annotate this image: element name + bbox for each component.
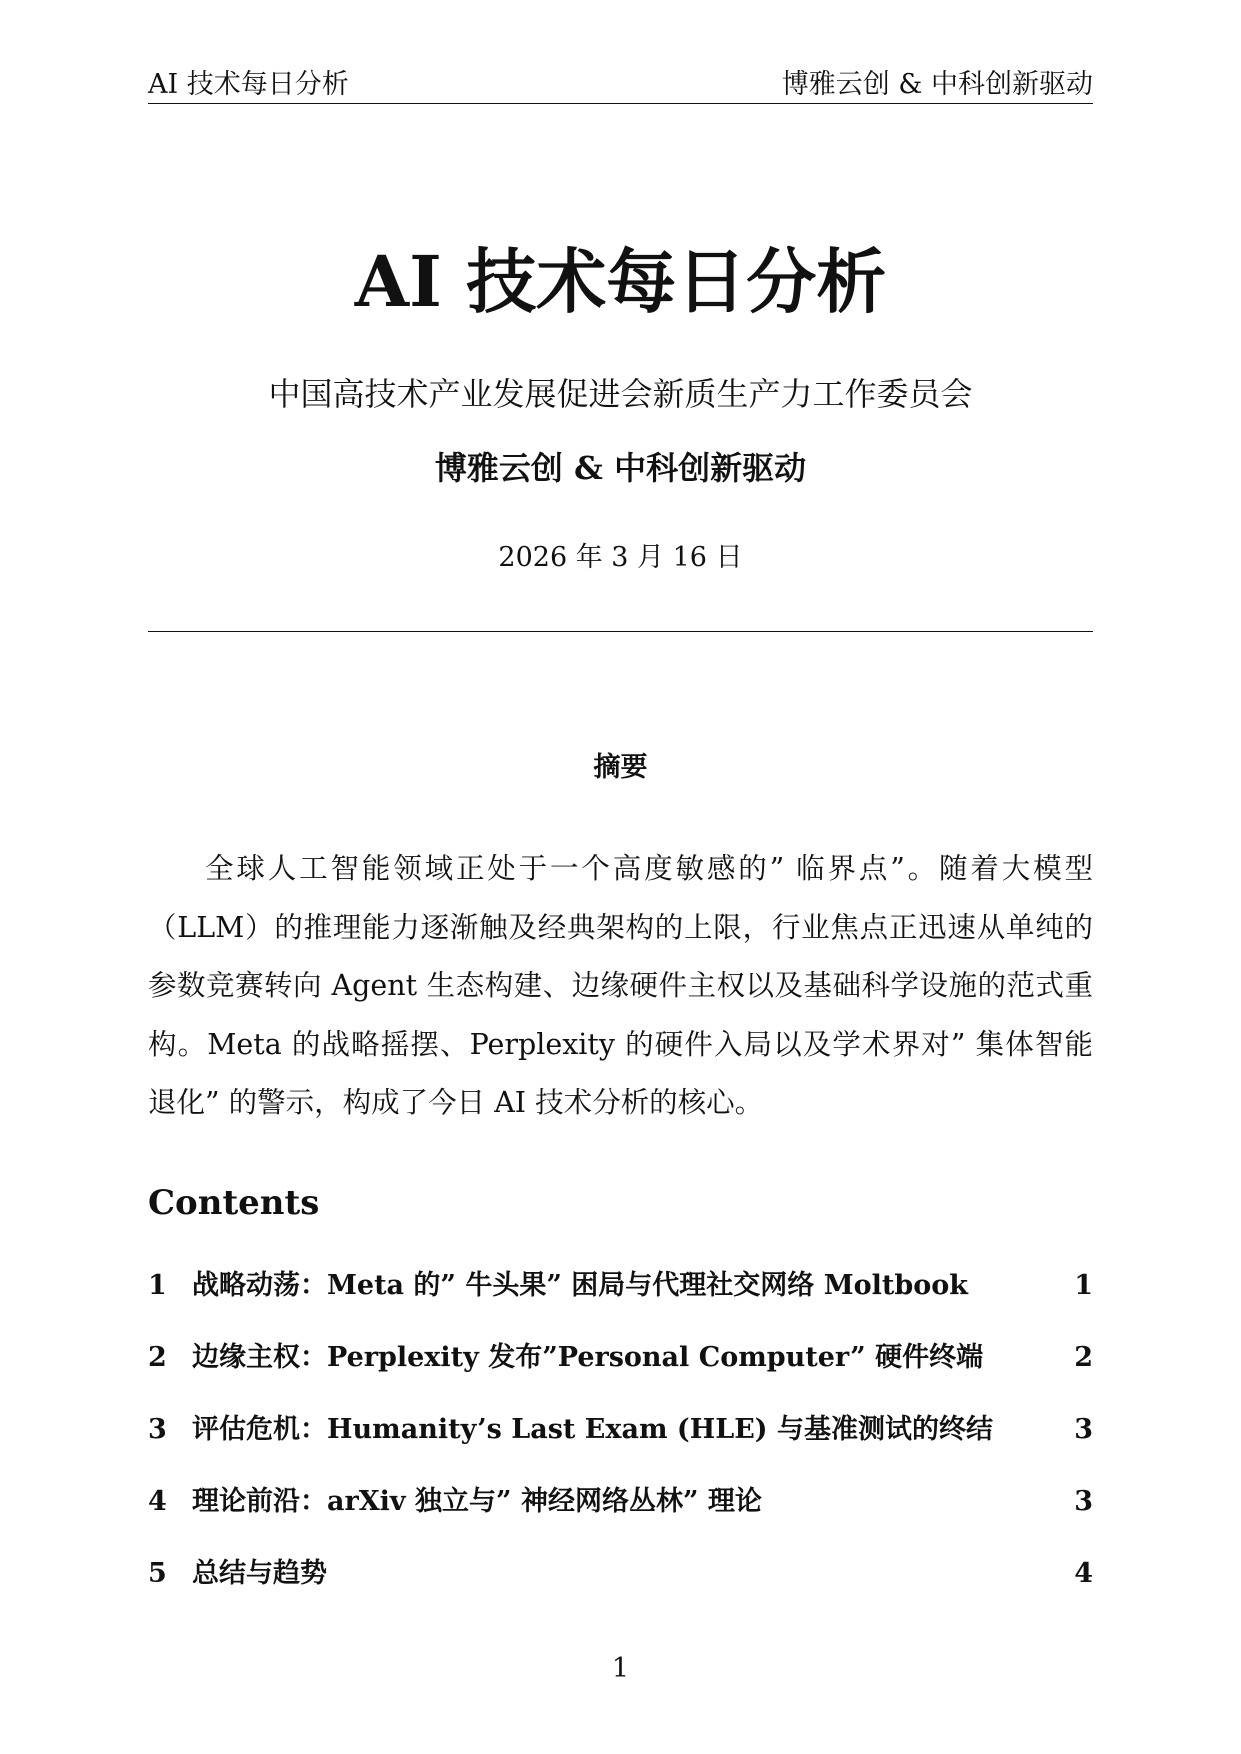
running-header-authors: 博雅云创 & 中科创新驱动 xyxy=(781,69,1093,100)
toc-entry-title[interactable]: 理论前沿：arXiv 独立与” 神经网络丛林” 理论 xyxy=(192,1486,762,1517)
toc-entry[interactable] xyxy=(148,1266,1093,1338)
toc-entry[interactable] xyxy=(148,1410,1093,1482)
toc-entry-number: 5 xyxy=(148,1558,167,1589)
toc-entry-page[interactable]: 3 xyxy=(1074,1486,1093,1517)
document-title: AI 技术每日分析 xyxy=(354,240,887,323)
toc-entry-number: 4 xyxy=(148,1486,167,1517)
toc-entry[interactable] xyxy=(148,1338,1093,1410)
toc-entry-page[interactable]: 2 xyxy=(1074,1342,1093,1373)
document-authors: 博雅云创 & 中科创新驱动 xyxy=(434,449,807,487)
toc-entry-number: 2 xyxy=(148,1342,167,1373)
toc-entry-title[interactable]: 总结与趋势 xyxy=(192,1558,327,1589)
document-subtitle: 中国高技术产业发展促进会新质生产力工作委员会 xyxy=(268,375,973,413)
toc-entry-page[interactable]: 4 xyxy=(1074,1558,1093,1589)
toc-entry-title[interactable]: 战略动荡：Meta 的” 牛头果” 困局与代理社交网络 Moltbook xyxy=(192,1270,968,1301)
toc-entry-number: 1 xyxy=(148,1270,167,1301)
table-of-contents xyxy=(148,1266,1093,1626)
toc-entry-title[interactable]: 边缘主权：Perplexity 发布”Personal Computer” 硬件终端 xyxy=(192,1342,984,1373)
contents-heading: Contents xyxy=(148,1183,320,1223)
toc-entry[interactable] xyxy=(148,1554,1093,1626)
abstract-body: 全球人工智能领域正处于一个高度敏感的” 临界点”。随着大模型（LLM）的推理能力逐渐触及经典架构的上限，行业焦点正迅速从单纯的参数竞赛转向 Agent 生态构建、边缘硬件主权以及基础科学设施的范式重构。Meta 的战略摇摆、Perplexity 的硬件入局以及学术界对” 集体智能退化” 的警示，构成了今日 AI 技术分析的核心。 xyxy=(148,852,1093,1119)
title-rule xyxy=(148,631,1093,632)
abstract-heading: 摘要 xyxy=(593,752,648,783)
toc-entry-title[interactable]: 评估危机：Humanity’s Last Exam (HLE) 与基准测试的终结 xyxy=(192,1414,993,1445)
toc-entry-number: 3 xyxy=(148,1414,167,1445)
toc-entry-page[interactable]: 3 xyxy=(1074,1414,1093,1445)
document-date: 2026 年 3 月 16 日 xyxy=(498,542,743,573)
page-number: 1 xyxy=(611,1653,630,1684)
running-header-title: AI 技术每日分析 xyxy=(148,69,349,100)
toc-entry-page[interactable]: 1 xyxy=(1074,1270,1093,1301)
header-rule xyxy=(148,103,1093,104)
toc-entry[interactable] xyxy=(148,1482,1093,1554)
